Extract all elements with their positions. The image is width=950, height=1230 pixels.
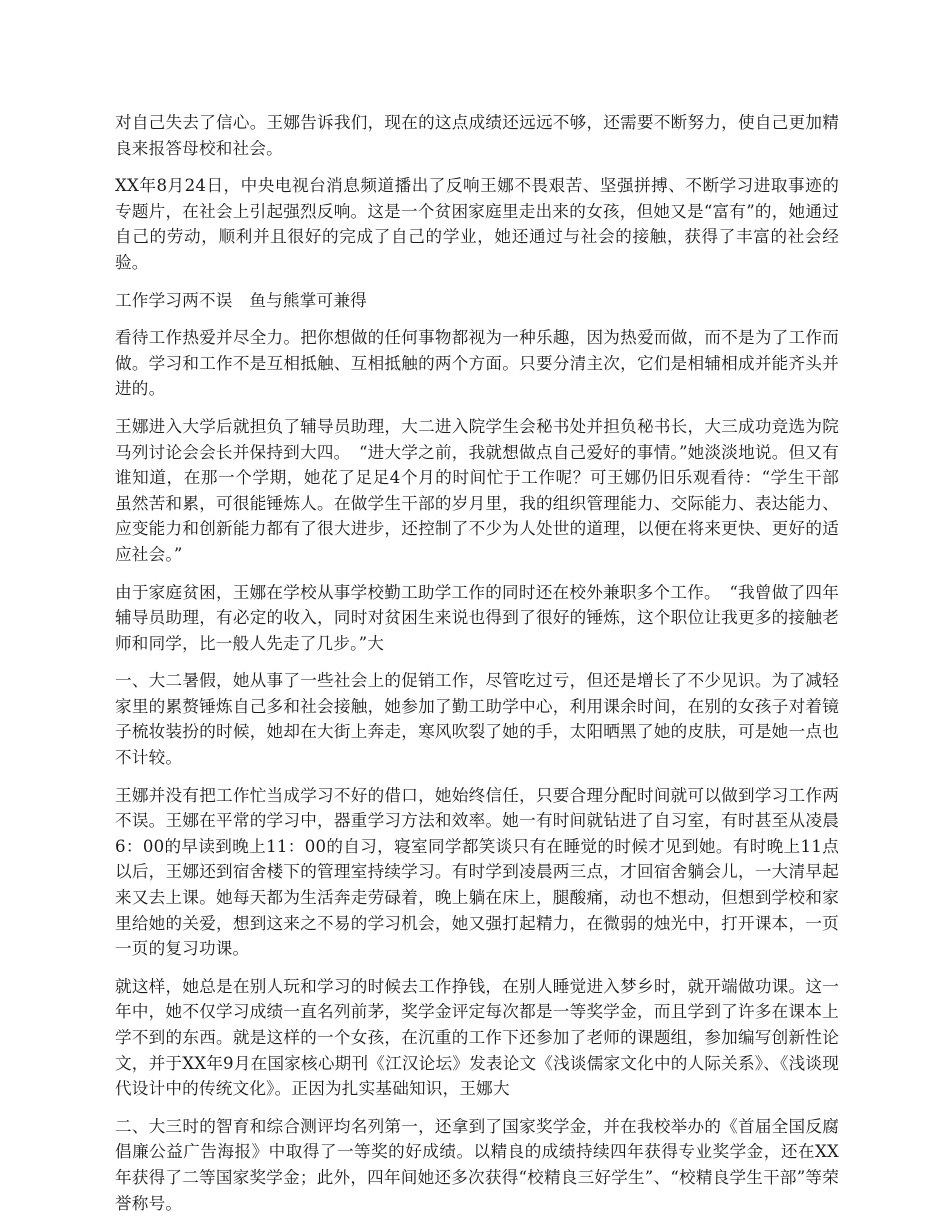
paragraph: 就这样，她总是在别人玩和学习的时候去工作挣钱，在别人睡觉进入梦乡时，就开端做功课。这一年中，她不仅学习成绩一直名列前茅，奖学金评定每次都是一等奖学金，而且学到了许多在课本上学不到的东西。就是这样的一个女孩，在沉重的工作下还参加了老师的课题组，参加编写创新性论文，并于XX年9月在国家核心期刊《江汉论坛》发表论文《浅谈儒家文化中的人际关系》、《浅谈现代设计中的传统文化》。正因为扎实基础知识，王娜大 [115,976,839,1099]
paragraph: XX年8月24日，中央电视台消息频道播出了反响王娜不畏艰苦、坚强拼搏、不断学习进取事迹的专题片，在社会上引起强烈反响。这是一个贫困家庭里走出来的女孩，但她又是“富有”的，她通过自己的劳动，顺利并且很好的完成了自己的学业，她还通过与社会的接触，获得了丰富的社会经验。 [115,176,839,272]
paragraph: 王娜并没有把工作忙当成学习不好的借口，她始终信任，只要合理分配时间就可以做到学习工作两不误。王娜在平常的学习中，器重学习方法和效率。她一有时间就钻进了自习室，有时甚至从凌晨6：00的早读到晚上11：00的自习，寝室同学都笑谈只有在睡觉的时候才见到她。有时晚上11点以后，王娜还到宿舍楼下的管理室持续学习。有时学到凌晨两三点，才回宿舍躺会儿，一大清早起来又去上课。她每天都为生活奔走劳碌着，晚上躺在床上，腿酸痛，动也不想动，但想到学校和家里给她的关爱，想到这来之不易的学习机会，她又强打起精力，在微弱的烛光中，打开课本，一页一页的复习功课。 [115,785,839,959]
paragraph: 王娜进入大学后就担负了辅导员助理，大二进入院学生会秘书处并担负秘书长，大三成功竞选为院马列讨论会会长并保持到大四。 “进大学之前，我就想做点自己爱好的事情。”她淡淡地说。但又有谁知道，在那一个学期，她花了足足4个月的时间忙于工作呢？可王娜仍旧乐观看待：“学生干部虽然苦和累，可很能锤炼人。在做学生干部的岁月里，我的组织管理能力、交际能力、表达能力、应变能力和创新能力都有了很大进步，还控制了不少为人处世的道理，以便在将来更快、更好的适应社会。” [115,416,839,564]
paragraph: 对自己失去了信心。王娜告诉我们，现在的这点成绩还远远不够，还需要不断努力，使自己更加精良来报答母校和社会。 [115,113,839,158]
paragraph: 由于家庭贫困，王娜在学校从事学校勤工助学工作的同时还在校外兼职多个工作。 “我曾做了四年辅导员助理，有必定的收入，同时对贫困生来说也得到了很好的锤炼，这个职位让我更多的接触老师和同学，比一般人先走了几步。”大 [115,582,839,653]
document-body [115,110,839,1228]
paragraph: 一、大二暑假，她从事了一些社会上的促销工作，尽管吃过亏，但还是增长了不少见识。为了减轻家里的累赘锤炼自己多和社会接触，她参加了勤工助学中心，利用课余时间，在别的女孩子对着镜子梳妆装扮的时候，她却在大街上奔走，寒风吹裂了她的手，太阳晒黑了她的皮肤，可是她一点也不计较。 [115,671,839,768]
paragraph: 二、大三时的智育和综合测评均名列第一，还拿到了国家奖学金，并在我校举办的《首届全国反腐倡廉公益广告海报》中取得了一等奖的好成绩。以精良的成绩持续四年获得专业奖学金，还在XX年获得了二等国家奖学金；此外，四年间她还多次获得“校精良三好学生”、“校精良学生干部”等荣誉称号。 [115,1116,839,1213]
paragraph: 看待工作热爱并尽全力。把你想做的任何事物都视为一种乐趣，因为热爱而做，而不是为了工作而做。学习和工作不是互相抵触、互相抵触的两个方面。只要分清主次，它们是相辅相成并能齐头并进的。 [115,328,839,399]
section-heading: 工作学习两不误 鱼与熊掌可兼得 [115,290,367,310]
